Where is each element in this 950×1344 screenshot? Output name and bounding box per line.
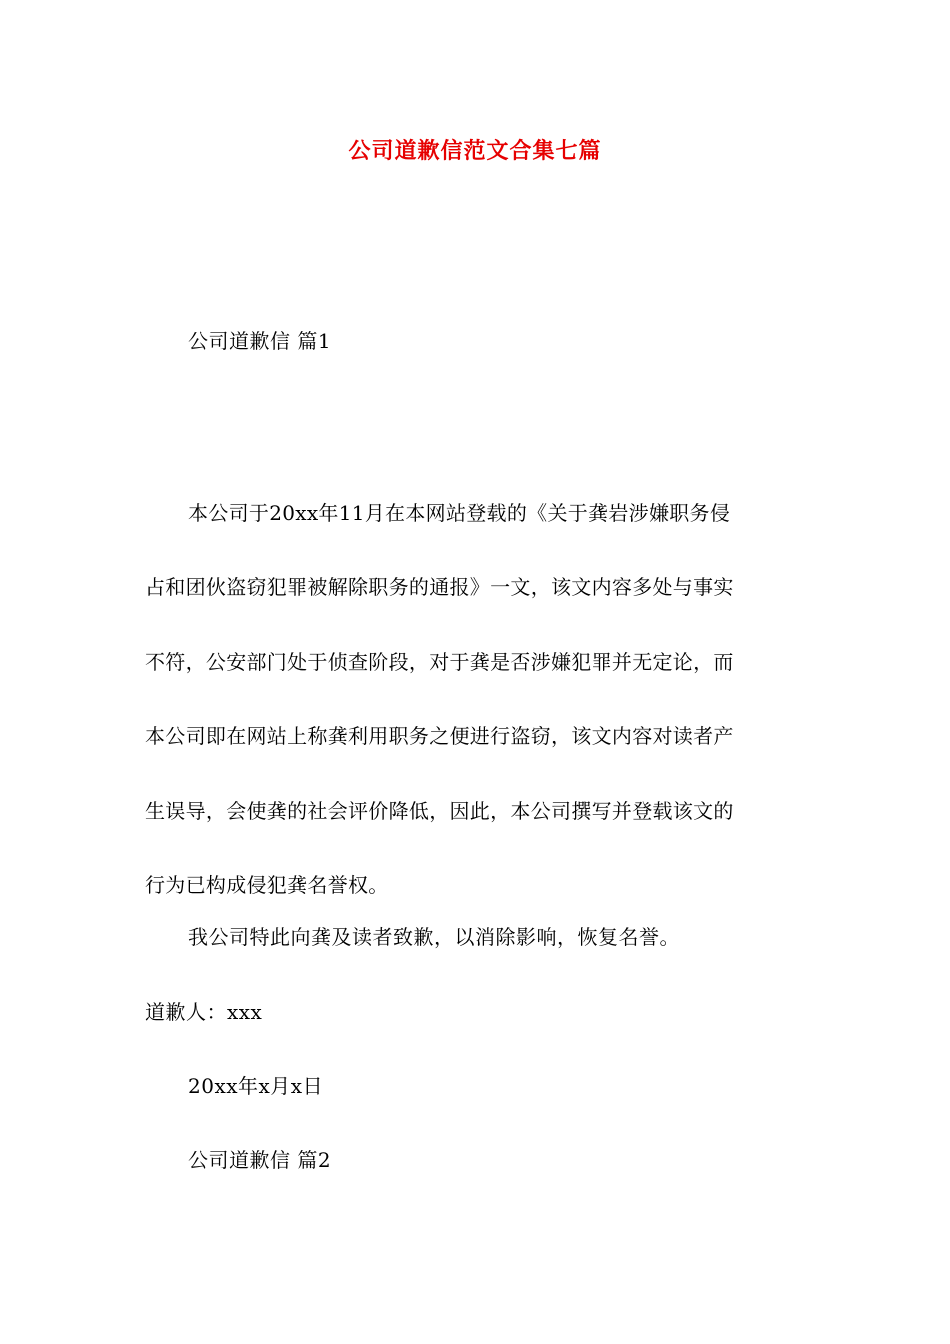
paragraph-line: 行为已构成侵犯龚名誉权。 [145,872,389,897]
paragraph-1 [145,476,807,922]
paragraph-line: 不符，公安部门处于侦查阶段，对于龚是否涉嫌犯罪并无定论，而 [145,649,734,674]
signer-line: 道歉人：xxx [145,1000,263,1024]
paragraph-2: 我公司特此向龚及读者致歉，以消除影响，恢复名誉。 [188,925,680,949]
paragraph-line: 本公司于20xx年11月在本网站登载的《关于龚岩涉嫌职务侵 [188,501,731,525]
document-title: 公司道歉信范文合集七篇 [348,139,602,164]
section-heading-1: 公司道歉信 篇1 [188,329,332,353]
paragraph-line: 生误导，会使龚的社会评价降低，因此，本公司撰写并登载该文的 [145,798,734,823]
paragraph-line: 占和团伙盗窃犯罪被解除职务的通报》一文，该文内容多处与事实 [145,575,734,600]
date-line: 20xx年x月x日 [188,1074,324,1098]
paragraph-line: 本公司即在网站上称龚利用职务之便进行盗窃，该文内容对读者产 [145,724,734,749]
section-heading-2: 公司道歉信 篇2 [188,1148,332,1172]
